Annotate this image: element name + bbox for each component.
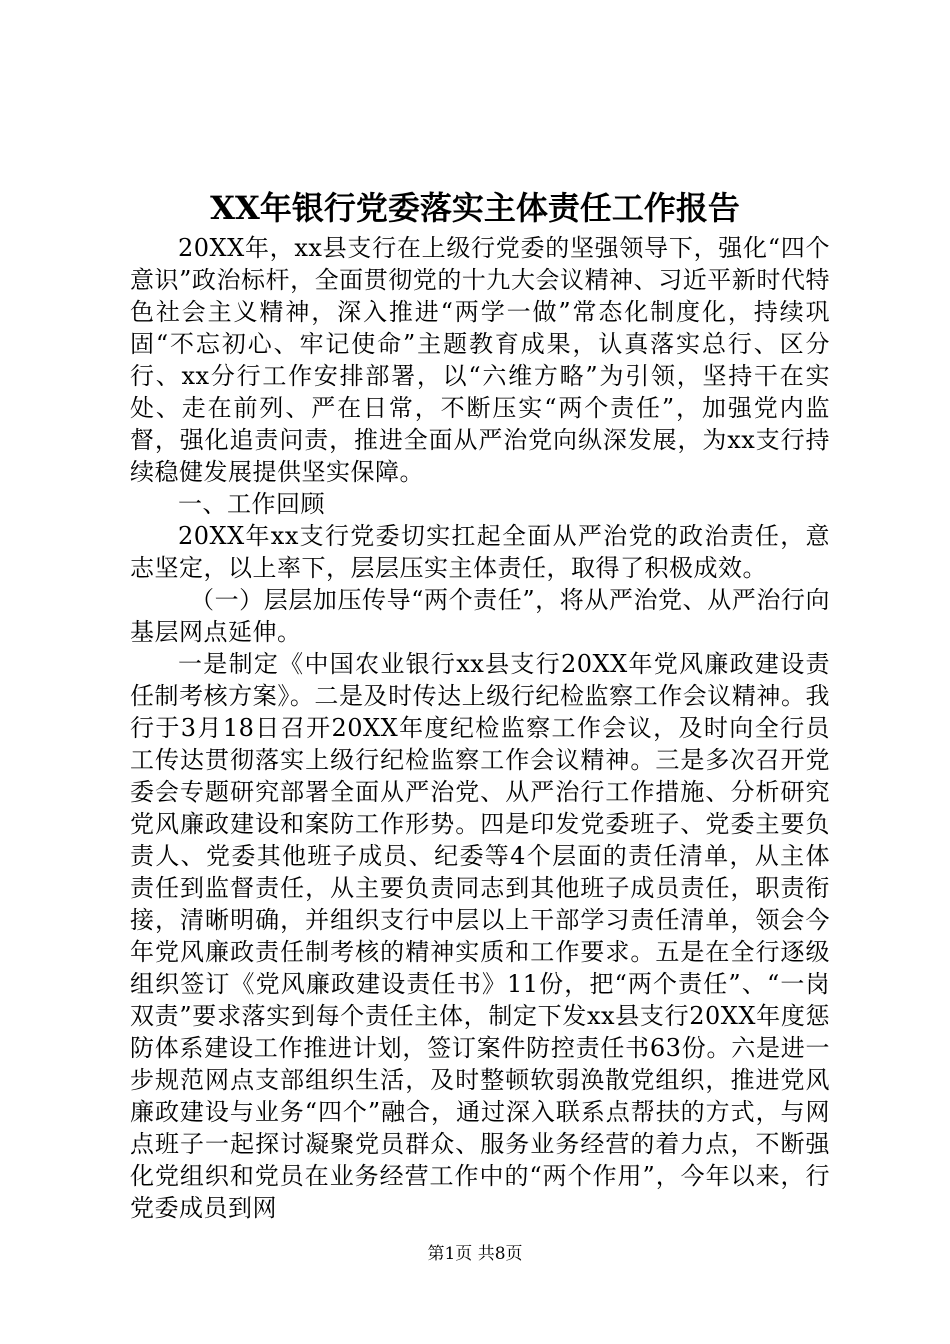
page-number-footer: 第1页 共8页	[427, 1244, 523, 1264]
review-summary-paragraph: 20XX年xx支行党委切实扛起全面从严治党的政治责任，意志坚定，以上率下，层层压实主体责任，取得了积极成效。	[130, 522, 830, 582]
document-title: XX年银行党委落实主体责任工作报告	[210, 189, 740, 227]
subsection-heading-1: （一）层层加压传导“两个责任”，将从严治党、从严治行向基层网点延伸。	[130, 586, 830, 646]
measures-paragraph: 一是制定《中国农业银行xx县支行20XX年党风廉政建设责任制考核方案》。二是及时传达上级行纪检监察工作会议精神。我行于3月18日召开20XX年度纪检监察工作会议，及时向全行员工传达贯彻落实上级行纪检监察工作会议精神。三是多次召开党委会专题研究部署全面从严治党、从严治行工作措施、分析研究党风廉政建设和案防工作形势。四是印发党委班子、党委主要负责人、党委其他班子成员、纪委等4个层面的责任清单，从主体责任到监督责任，从主要负责同志到其他班子成员责任，职责衔接，清晰明确，并组织支行中层以上干部学习责任清单，领会今年党风廉政责任制考核的精神实质和工作要求。五是在全行逐级组织签订《党风廉政建设责任书》11份，把“两个责任”、“一岗双责”要求落实到每个责任主体，制定下发xx县支行20XX年度惩防体系建设工作推进计划，签订案件防控责任书63份。六是进一步规范网点支部组织生活，及时整顿软弱涣散党组织，推进党风廉政建设与业务“四个”融合，通过深入联系点帮扶的方式，与网点班子一起探讨凝聚党员群众、服务业务经营的着力点，不断强化党组织和党员在业务经营工作中的“两个作用”，今年以来，行党委成员到网	[130, 650, 830, 1222]
intro-paragraph: 20XX年，xx县支行在上级行党委的坚强领导下，强化“四个意识”政治标杆，全面贯彻党的十九大会议精神、习近平新时代特色社会主义精神，深入推进“两学一做”常态化制度化，持续巩固“不忘初心、牢记使命”主题教育成果，认真落实总行、区分行、xx分行工作安排部署，以“六维方略”为引领，坚持干在实处、走在前列、严在日常，不断压实“两个责任”，加强党内监督，强化追责问责，推进全面从严治党向纵深发展，为xx支行持续稳健发展提供坚实保障。	[130, 234, 830, 486]
document-body	[130, 232, 830, 1224]
section-heading-work-review: 一、工作回顾	[178, 490, 325, 518]
